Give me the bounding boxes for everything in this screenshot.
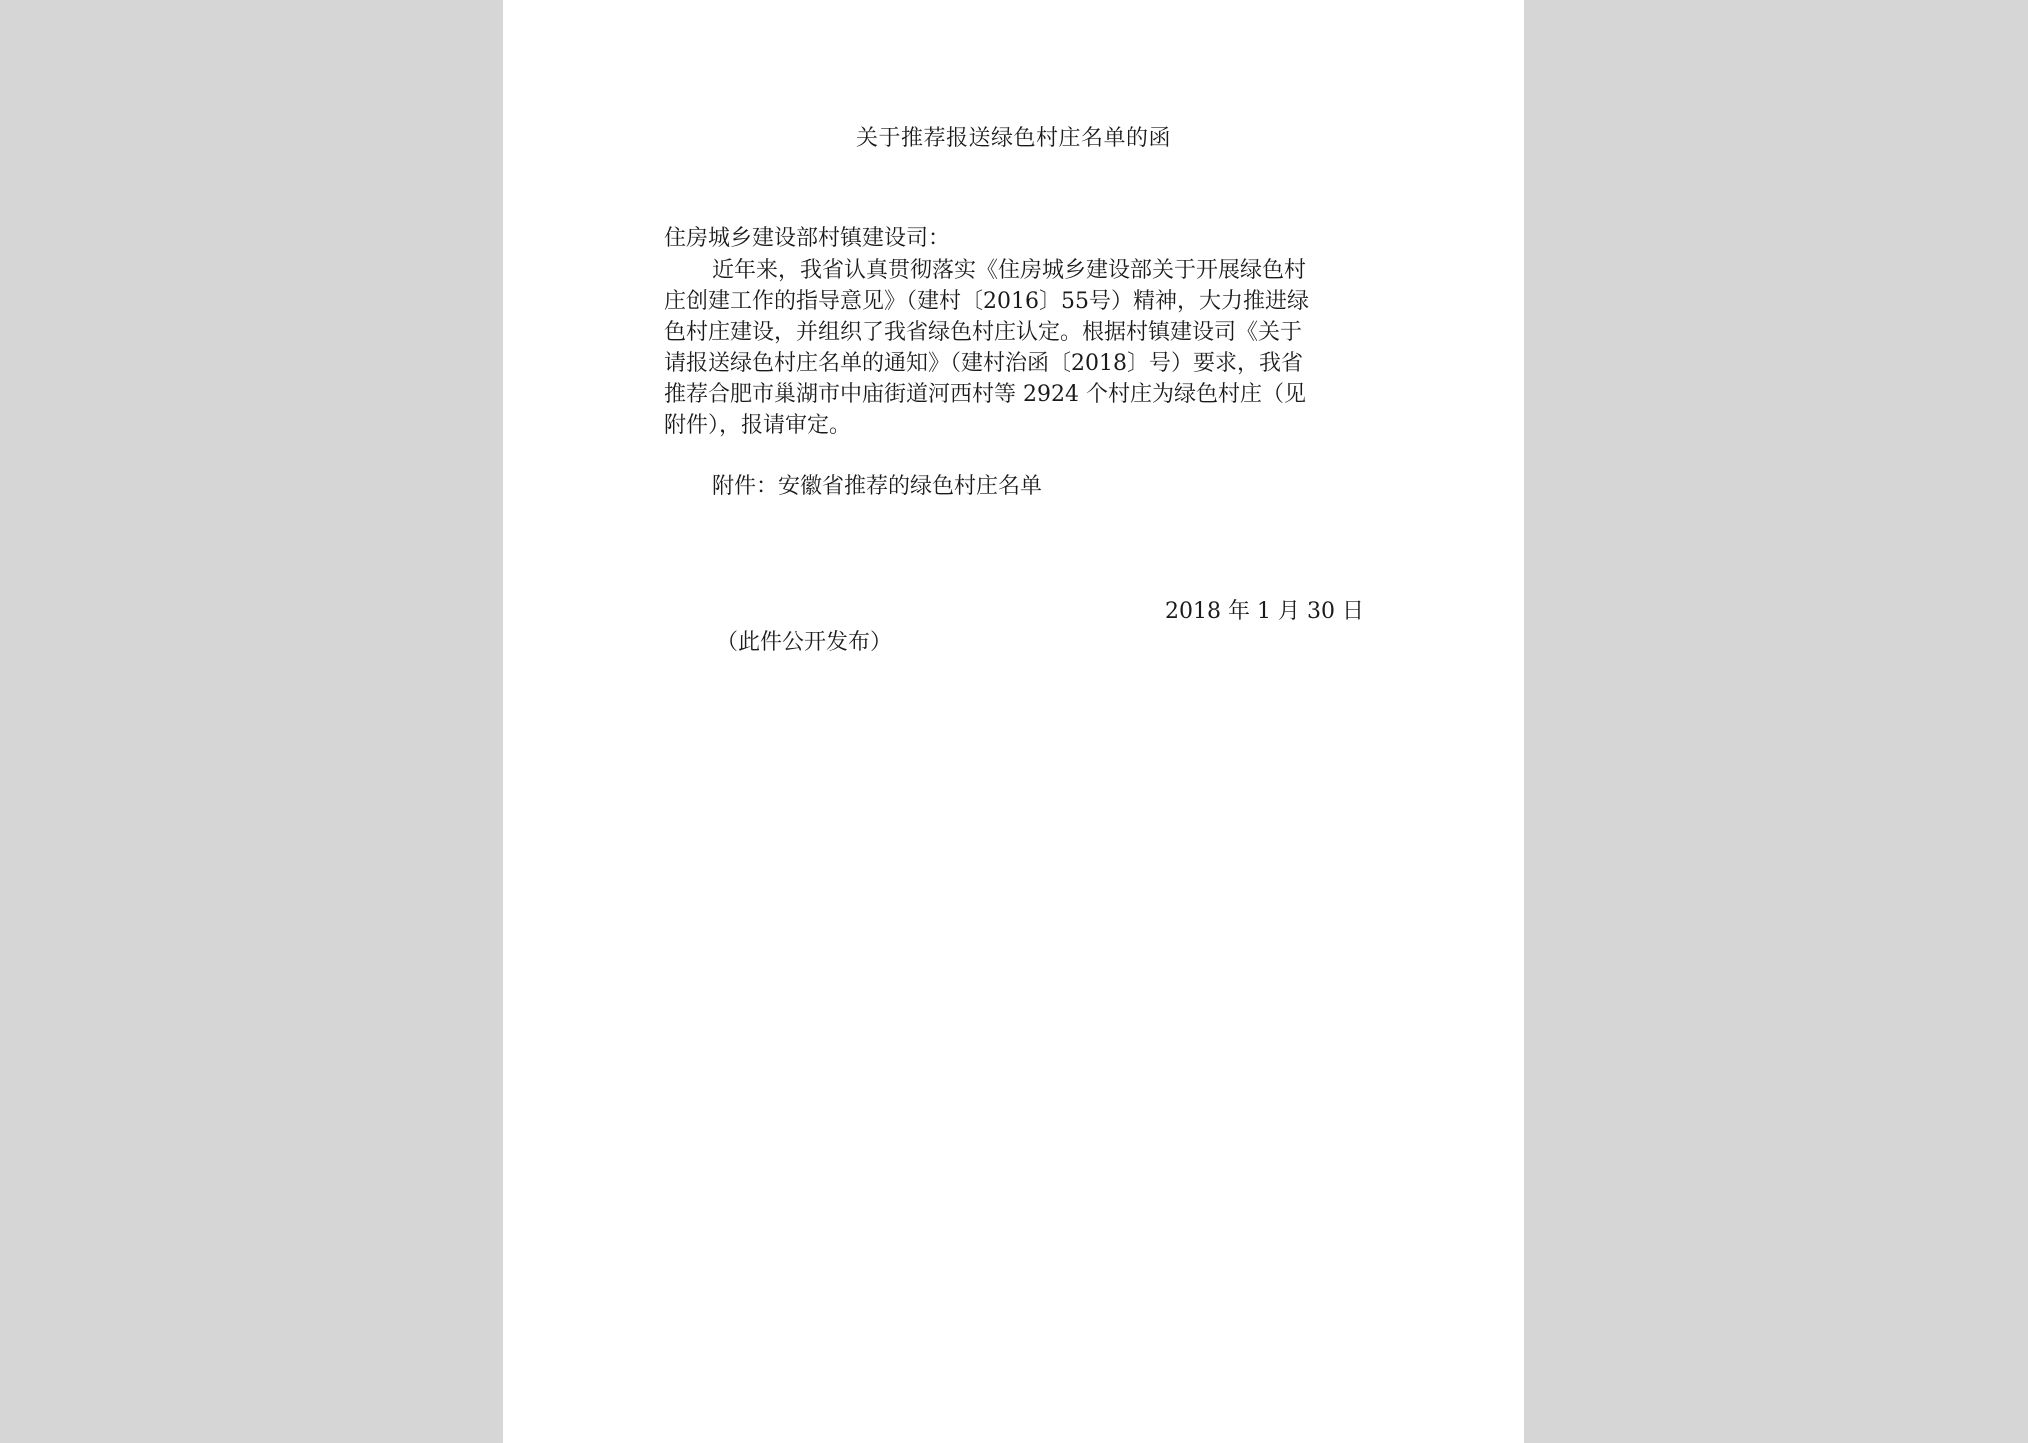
addressee-line: 住房城乡建设部村镇建设司： (664, 226, 951, 251)
body-line: 色村庄建设，并组织了我省绿色村庄认定。根据村镇建设司《关于 (664, 320, 1303, 345)
document-page (503, 0, 1524, 1443)
attachment-line: 附件：安徽省推荐的绿色村庄名单 (712, 474, 1043, 499)
body-line: 请报送绿色村庄名单的通知》（建村治函〔2018〕号）要求，我省 (664, 351, 1303, 376)
body-paragraph (664, 255, 1364, 441)
body-line: 近年来，我省认真贯彻落实《住房城乡建设部关于开展绿色村 (712, 258, 1307, 283)
body-line: 庄创建工作的指导意见》（建村〔2016〕55号）精神，大力推进绿 (664, 289, 1309, 314)
public-release-note: （此件公开发布） (716, 630, 893, 655)
document-title: 关于推荐报送绿色村庄名单的函 (855, 126, 1171, 151)
document-date: 2018 年 1 月 30 日 (1165, 599, 1364, 624)
body-line: 推荐合肥市巢湖市中庙街道河西村等 2924 个村庄为绿色村庄（见 (664, 382, 1306, 407)
body-line: 附件），报请审定。 (664, 413, 852, 438)
